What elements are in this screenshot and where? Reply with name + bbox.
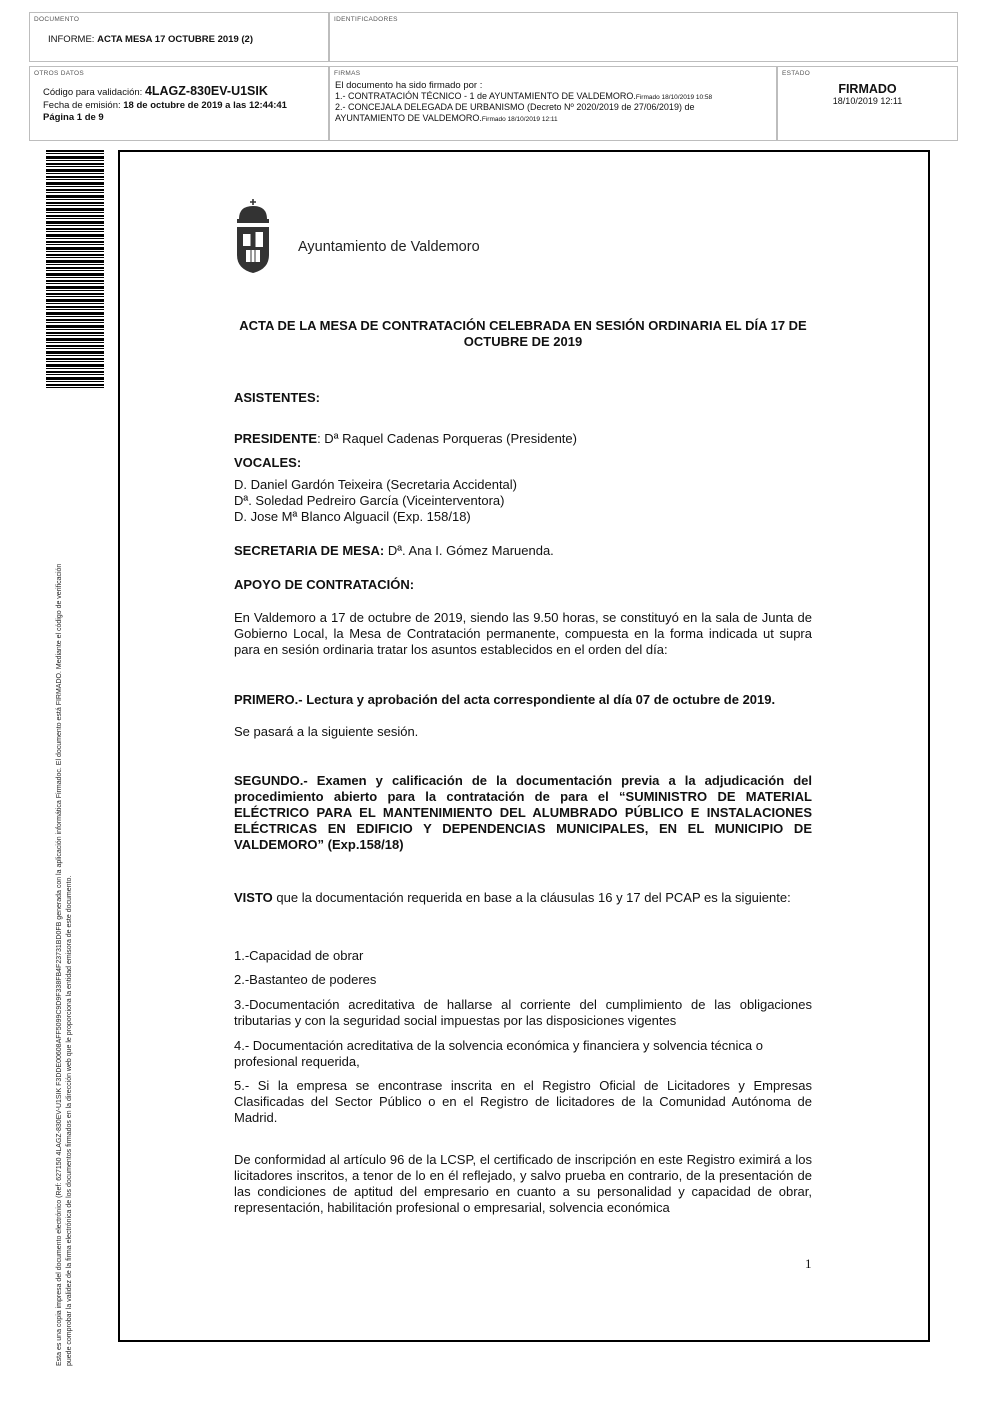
- firma-1-text: 1.- CONTRATACIÓN TÉCNICO - 1 de AYUNTAMIENTO DE VALDEMORO.: [335, 91, 636, 101]
- intro-paragraph: En Valdemoro a 17 de octubre de 2019, siendo las 9.50 horas, se constituyó en la sala de Junta de Gobierno Local, la Mesa de Contratación permanente, compuesta en la forma indicada ut supra para en sesión ordinaria tratar los asuntos establecidos en el orden del día:: [234, 610, 812, 657]
- header-otros-datos-cell: [29, 66, 329, 141]
- vocal-item: D. Jose Mª Blanco Alguacil (Exp. 158/18): [234, 509, 471, 524]
- coat-of-arms-icon: [234, 198, 272, 278]
- list-item: 4.- Documentación acreditativa de la solvencia económica y financiera y solvencia técnica o profesional requerida,: [234, 1038, 763, 1069]
- entity-name: Ayuntamiento de Valdemoro: [298, 239, 480, 255]
- primero-note: Se pasará a la siguiente sesión.: [234, 724, 419, 739]
- visto-label: VISTO: [234, 890, 273, 905]
- firmas-label: FIRMAS: [334, 70, 361, 77]
- estado-label: ESTADO: [782, 70, 811, 77]
- vocales-list: [234, 477, 812, 525]
- firma-2-line2: [335, 113, 558, 125]
- conformidad-paragraph: De conformidad al artículo 96 de la LCSP, el certificado de inscripción en este Registro eximirá a los licitadores inscritos, a tenor de lo en él reflejado, y salvo prueba en contrario, de la presentación de las condiciones de aptitud del empresario en cuanto a su personalidad y capacidad de obrar, representación, habilitación profesional o empresarial, solvencia económica: [234, 1152, 812, 1215]
- visto-text: que la documentación requerida en base a la cláusulas 16 y 17 del PCAP es la siguiente:: [272, 890, 791, 905]
- estado-date: 18/10/2019 12:11: [832, 96, 903, 106]
- presidente-label: PRESIDENTE: [234, 431, 318, 446]
- codigo-label: Código para validación:: [43, 87, 143, 98]
- header-documento-cell: [29, 12, 329, 62]
- vocal-item: Dª. Soledad Pedreiro García (Viceinterventora): [234, 493, 505, 508]
- informe-line: [48, 34, 253, 45]
- firma-2-text: AYUNTAMIENTO DE VALDEMORO.: [335, 113, 482, 123]
- list-item: 5.- Si la empresa se encontrase inscrita en el Registro Oficial de Licitadores y Empresas Clasificadas del Sector Público o en el Registro de licitadores de la Comunidad Autónoma de Madrid.: [234, 1078, 812, 1125]
- documento-label: DOCUMENTO: [34, 16, 80, 23]
- firma-1-date: Firmado 18/10/2019 10:58: [635, 94, 713, 101]
- secretaria-label: SECRETARIA DE MESA:: [234, 543, 385, 558]
- barcode: [46, 150, 104, 390]
- side-text-line1: Esta es una copia impresa del documento electrónico (Ref: 627150 4LAGZ-830EV-U1SIK F3DDE00608AFF5099C9D9F338FB4F23731BD0FB generada con la aplicación informática Firmadoc. El documento está FIRMADO. Mediante el código de verificación: [56, 563, 63, 1366]
- side-text-line2: puede comprobar la validez de la firma electrónica de los documentos firmados en la dirección web que le proporciona la entidad emisora de este documento.: [66, 875, 73, 1366]
- list-item: 3.-Documentación acreditativa de hallarse al corriente del cumplimiento de las obligaciones tributarias y con la seguridad social impuestas por las disposiciones vigentes: [234, 997, 812, 1028]
- fecha-value: 18 de octubre de 2019 a las 12:44:41: [123, 100, 287, 111]
- segundo-heading: SEGUNDO.- Examen y calificación de la documentación previa a la adjudicación del procedimiento abierto para la contratación de para el “SUMINISTRO DE MATERIAL ELÉCTRICO PARA EL MANTENIMIENTO DEL ALUMBRADO PÚBLICO E INSTALACIONES ELÉCTRICAS EN EDIFICIO Y DEPENDENCIAS MUNICIPALES, EN EL MUNICIPIO DE VALDEMORO” (Exp.158/18): [234, 773, 812, 852]
- secretaria-value: Dª. Ana I. Gómez Maruenda.: [384, 543, 554, 558]
- asistentes-heading: ASISTENTES:: [234, 390, 320, 405]
- header-firmas-cell: [329, 66, 777, 141]
- informe-prefix: INFORME:: [48, 34, 95, 45]
- header-identificadores-cell: [329, 12, 958, 62]
- page-number: 1: [805, 1256, 812, 1271]
- estado-value: FIRMADO: [838, 82, 897, 96]
- firma-2-date: Firmado 18/10/2019 12:11: [481, 116, 558, 123]
- codigo-value: 4LAGZ-830EV-U1SIK: [144, 84, 268, 98]
- document-title: ACTA DE LA MESA DE CONTRATACIÓN CELEBRADA EN SESIÓN ORDINARIA EL DÍA 17 DE OCTUBRE DE 2019: [239, 318, 807, 349]
- firma-2-line1: 2.- CONCEJALA DELEGADA DE URBANISMO (Decreto Nº 2020/2019 de 27/06/2019) de: [335, 102, 695, 112]
- vocales-heading: VOCALES:: [234, 455, 302, 470]
- list-item: 2.-Bastanteo de poderes: [234, 972, 377, 987]
- identificadores-label: IDENTIFICADORES: [334, 16, 398, 23]
- presidente-value: : Dª Raquel Cadenas Porqueras (Presidente): [317, 431, 577, 446]
- header-estado-cell: [777, 66, 958, 141]
- side-verification-text: [55, 391, 75, 1366]
- otros-datos-label: OTROS DATOS: [34, 70, 85, 77]
- primero-heading: PRIMERO.- Lectura y aprobación del acta correspondiente al día 07 de octubre de 2019.: [234, 692, 776, 707]
- codigo-line: [43, 86, 268, 98]
- informe-title: ACTA MESA 17 OCTUBRE 2019 (2): [97, 34, 253, 45]
- pagina-text: Página 1 de 9: [43, 112, 104, 123]
- fecha-line: [43, 100, 287, 111]
- fecha-label: Fecha de emisión:: [43, 100, 121, 111]
- list-item: 1.-Capacidad de obrar: [234, 948, 364, 963]
- firmas-intro: El documento ha sido firmado por :: [335, 80, 483, 91]
- secretaria-line: [234, 543, 812, 559]
- visto-paragraph: [234, 890, 812, 906]
- apoyo-heading: APOYO DE CONTRATACIÓN:: [234, 577, 415, 592]
- presidente-line: [234, 431, 812, 447]
- vocal-item: D. Daniel Gardón Teixeira (Secretaria Accidental): [234, 477, 518, 492]
